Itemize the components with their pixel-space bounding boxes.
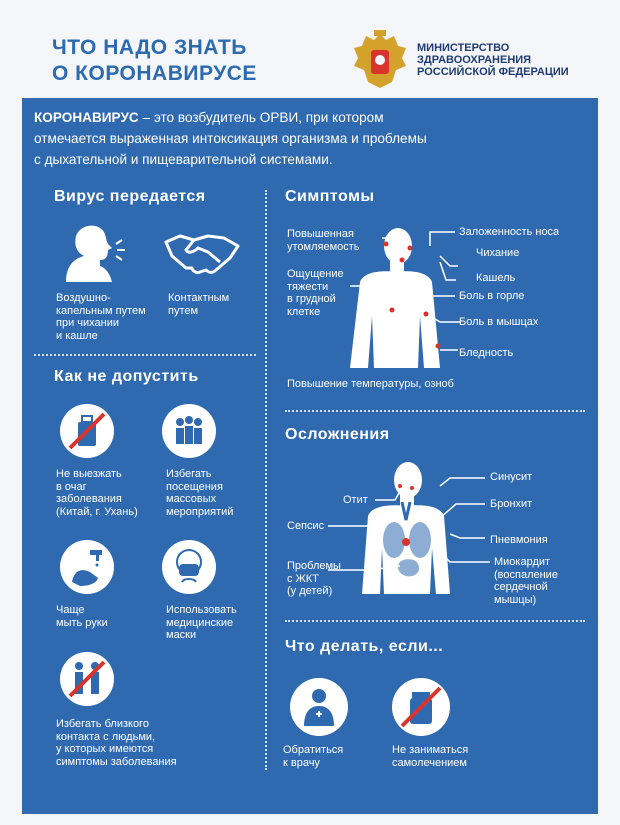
contact-label <box>168 292 229 317</box>
label-line: утомляемость <box>287 240 360 253</box>
label-line: маски <box>166 629 197 641</box>
contact-line: Контактным <box>168 292 230 304</box>
prevention-item-4-label <box>166 604 237 642</box>
handshake-icon <box>164 228 240 278</box>
label-line: в грудной <box>287 293 336 305</box>
label-line: Проблемы <box>287 560 341 572</box>
label-line: Не заниматься <box>392 744 469 756</box>
prevention-title: Как не допустить <box>54 368 199 385</box>
complication-sinusitis: Синусит <box>490 471 533 483</box>
complication-otitis: Отит <box>343 494 368 506</box>
complication-bronchitis: Бронхит <box>490 498 533 510</box>
what-to-do-title: Что делать, если... <box>285 638 444 655</box>
label-line: клетке <box>287 305 321 318</box>
label-line: посещения <box>166 480 223 493</box>
label-line: контакта с людьми, <box>56 730 156 743</box>
label-line: мыть руки <box>56 616 108 629</box>
symptom-fever: Повышение температуры, озноб <box>287 378 454 390</box>
prevention-item-1-label <box>56 468 138 518</box>
intro-line-1-rest: – это возбудитель ОРВИ, при котором <box>138 110 384 125</box>
contact-line: путем <box>168 304 199 317</box>
label-line: у которых имеются <box>56 743 154 755</box>
label-line: тяжести <box>287 280 329 293</box>
complication-pneumonia: Пневмония <box>490 534 548 546</box>
symptom-throat: Боль в горле <box>459 290 525 302</box>
label-line: Не выезжать <box>56 468 122 480</box>
label-line: (воспаление <box>494 568 558 581</box>
airborne-line: при чихании <box>56 317 120 329</box>
label-line: Избегать близкого <box>56 718 149 730</box>
symptom-sneeze: Чихание <box>476 247 520 259</box>
complication-gi <box>287 560 341 598</box>
prevention-item-2-label <box>166 468 233 518</box>
pills-icon <box>392 678 450 736</box>
divider-right-1 <box>285 410 585 412</box>
label-line: к врачу <box>283 756 320 769</box>
symptom-muscle: Боль в мышцах <box>459 316 539 328</box>
intro-line-2: отмечается выраженная интоксикация организма и проблемы <box>34 131 427 146</box>
label-line: медицинские <box>166 616 234 629</box>
coat-of-arms-icon <box>352 28 408 90</box>
label-line: Ощущение <box>287 268 344 280</box>
divider-left <box>34 354 256 356</box>
label-line: Чаще <box>56 604 85 616</box>
symptoms-title: Симптомы <box>285 188 375 205</box>
complication-sepsis: Сепсис <box>287 520 325 532</box>
ministry-line-1: МИНИСТЕРСТВО <box>417 42 510 54</box>
face-mask-icon <box>162 540 216 594</box>
label-line: Использовать <box>166 604 237 616</box>
transmission-title: Вирус передается <box>54 188 206 205</box>
airborne-line: и кашле <box>56 329 98 342</box>
doctor-label <box>283 744 343 769</box>
label-line: массовых <box>166 493 217 505</box>
sneezing-person-icon <box>62 222 128 284</box>
label-line: мероприятий <box>166 505 234 518</box>
label-line: Миокардит <box>494 556 551 568</box>
symptom-cough: Кашель <box>476 272 516 284</box>
label-line: в очаг <box>56 480 87 493</box>
self-treatment-label <box>392 744 468 769</box>
prevention-item-5-label <box>56 718 177 768</box>
title-line-1: ЧТО НАДО ЗНАТЬ <box>52 36 247 59</box>
vertical-divider <box>265 190 267 770</box>
ministry-line-2: ЗДРАВООХРАНЕНИЯ <box>417 54 532 66</box>
airborne-line: Воздушно- <box>56 292 111 304</box>
intro-line-1 <box>34 110 384 125</box>
label-line: Обратиться <box>283 744 344 756</box>
two-people-icon <box>60 652 114 706</box>
symptom-fatigue <box>287 228 360 253</box>
airborne-line: капельным путем <box>56 304 146 317</box>
label-line: Повышенная <box>287 228 354 240</box>
label-line: симптомы заболевания <box>56 755 177 768</box>
title-line-2: О КОРОНАВИРУСЕ <box>52 62 257 85</box>
intro-line-3: с дыхательной и пищеварительной системами. <box>34 152 333 167</box>
symptom-chest <box>287 268 344 318</box>
label-line: (Китай, г. Ухань) <box>56 505 138 518</box>
doctor-icon <box>290 678 348 736</box>
label-line: с ЖКТ <box>287 572 319 585</box>
label-line: (у детей) <box>287 585 333 597</box>
intro-keyword: КОРОНАВИРУС <box>34 110 139 125</box>
symptom-nose: Заложенность носа <box>459 226 560 238</box>
hands-icon <box>60 540 114 594</box>
label-line: Избегать <box>166 468 212 480</box>
airborne-label <box>56 292 146 342</box>
symptom-pale: Бледность <box>459 347 514 359</box>
complications-title: Осложнения <box>285 426 390 443</box>
crowd-icon <box>162 404 216 458</box>
complication-myocarditis <box>494 556 558 606</box>
label-line: самолечением <box>392 756 467 769</box>
ministry-line-3: РОССИЙСКОЙ ФЕДЕРАЦИИ <box>417 66 569 78</box>
suitcase-icon <box>60 404 114 458</box>
label-line: сердечной <box>494 581 548 593</box>
label-line: мышцы) <box>494 593 537 606</box>
label-line: заболевания <box>56 493 122 505</box>
prevention-item-3-label <box>56 604 108 629</box>
divider-right-2 <box>285 620 585 622</box>
